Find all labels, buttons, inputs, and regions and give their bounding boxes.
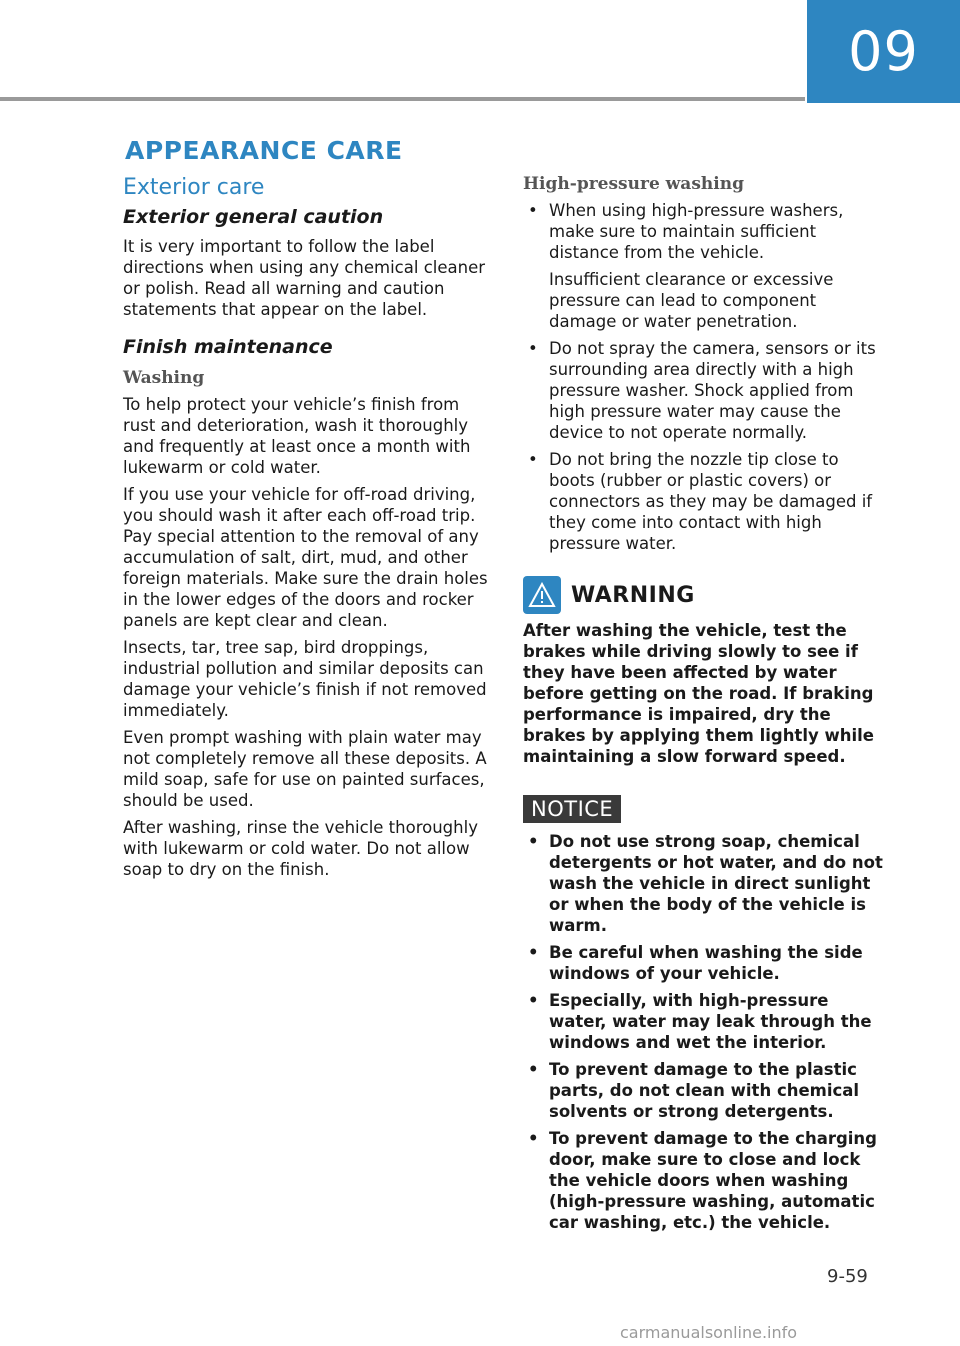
warning-triangle-icon	[523, 576, 561, 614]
list-item: • Be careful when washing the side windows of your vehicle.	[523, 942, 885, 984]
paragraph: If you use your vehicle for off-road driving, you should wash it after each off-road trip. Pay special attention to the removal of any accumulation of salt, dirt, mud, and other foreign materials. Make sure the drain holes in the lower edges of the doors and rocker panels are kept clear and clean.	[123, 485, 488, 630]
warning-text: After washing the vehicle, test the brakes while driving slowly to see if they have been affected by water before getting on the road. If braking performance is impaired, dry the brakes by applying them lightly while maintaining a slow forward speed.	[523, 621, 874, 766]
warning-label: WARNING	[571, 582, 695, 608]
page-number: 9-59	[827, 1266, 868, 1287]
header-rule	[0, 97, 805, 101]
list-item-text: When using high-pressure washers, make sure to maintain sufficient distance from the vehicle.	[549, 201, 844, 262]
paragraph: Insects, tar, tree sap, bird droppings, industrial pollution and similar deposits can damage your vehicle’s finish if not removed immediately.	[123, 638, 487, 720]
subsection-title: Exterior care	[123, 175, 265, 200]
high-pressure-list	[523, 200, 885, 554]
list-item: • Do not spray the camera, sensors or its surrounding area directly with a high pressure washer. Shock applied from high pressure water may cause the device to not operate normally.	[523, 338, 885, 443]
notice-list	[523, 831, 885, 1233]
list-item: • To prevent damage to the charging door, make sure to close and lock the vehicle doors when washing (high-pressure washing, automatic car washing, etc.) the vehicle.	[523, 1128, 885, 1233]
left-column	[123, 172, 490, 886]
paragraph: After washing, rinse the vehicle thoroughly with lukewarm or cold water. Do not allow soap to dry on the finish.	[123, 818, 478, 879]
heading-finish-maintenance: Finish maintenance	[123, 336, 333, 358]
paragraph: Even prompt washing with plain water may not completely remove all these deposits. A mild soap, safe for use on painted surfaces, should be used.	[123, 728, 487, 810]
section-title: APPEARANCE CARE	[125, 136, 403, 165]
chapter-tab: 09	[807, 0, 960, 103]
notice-badge: NOTICE	[523, 795, 621, 823]
heading-general-caution: Exterior general caution	[123, 206, 384, 228]
list-item-continuation: Insufficient clearance or excessive pressure can lead to component damage or water penetration.	[549, 270, 834, 331]
list-item: • To prevent damage to the plastic parts, do not clean with chemical solvents or strong detergents.	[523, 1059, 885, 1122]
watermark: carmanualsonline.info	[620, 1323, 798, 1342]
list-item	[523, 200, 885, 332]
list-item: • Do not bring the nozzle tip close to boots (rubber or plastic covers) or connectors as they may be damaged if they come into contact with high pressure water.	[523, 449, 885, 554]
list-item: • Do not use strong soap, chemical detergents or hot water, and do not wash the vehicle in direct sunlight or when the body of the vehicle is warm.	[523, 831, 885, 936]
heading-high-pressure-washing: High-pressure washing	[523, 174, 744, 194]
right-column	[523, 172, 885, 1239]
paragraph-general-caution: It is very important to follow the label directions when using any chemical cleaner or polish. Read all warning and caution statements that appear on the label.	[123, 237, 486, 319]
list-item: • Especially, with high-pressure water, water may leak through the windows and wet the interior.	[523, 990, 885, 1053]
warning-header	[523, 576, 885, 614]
paragraph: To help protect your vehicle’s finish from rust and deterioration, wash it thoroughly and frequently at least once a month with lukewarm or cold water.	[123, 395, 471, 477]
heading-washing: Washing	[123, 368, 205, 388]
